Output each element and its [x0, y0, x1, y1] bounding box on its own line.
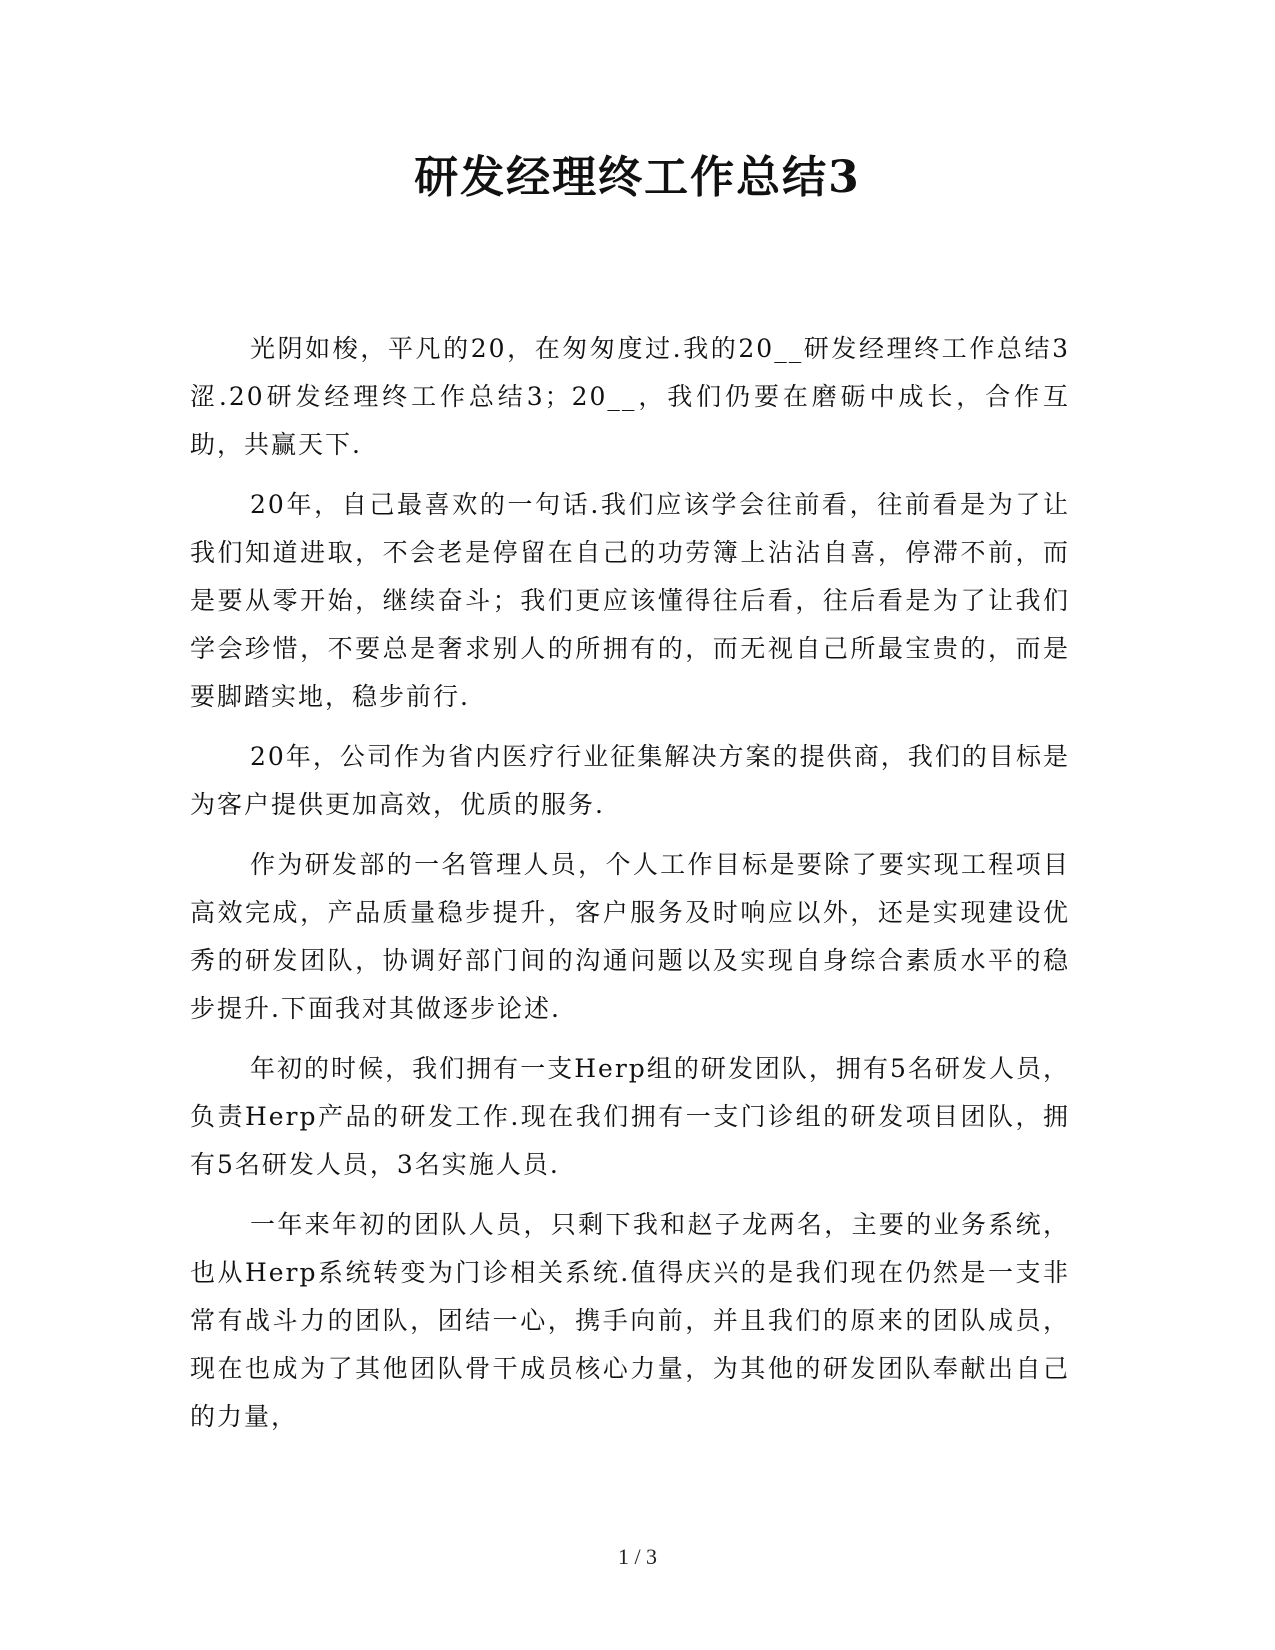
paragraph: 20年，自己最喜欢的一句话.我们应该学会往前看，往前看是为了让我们知道进取，不会老是停留在自己的功劳簿上沾沾自喜，停滞不前，而是要从零开始，继续奋斗；我们更应该懂得往后看，往后看是为了让我们学会珍惜，不要总是奢求别人的所拥有的，而无视自己所最宝贵的，而是要脚踏实地，稳步前行.: [190, 490, 1070, 711]
page-number: 1 / 3: [617, 1544, 658, 1569]
paragraph: 20年，公司作为省内医疗行业征集解决方案的提供商，我们的目标是为客户提供更加高效，优质的服务.: [190, 742, 1070, 819]
paragraph: 年初的时候，我们拥有一支Herp组的研发团队，拥有5名研发人员，负责Herp产品的研发工作.现在我们拥有一支门诊组的研发项目团队，拥有5名研发人员，3名实施人员.: [190, 1054, 1070, 1179]
paragraph: 作为研发部的一名管理人员，个人工作目标是要除了要实现工程项目高效完成，产品质量稳步提升，客户服务及时响应以外，还是实现建设优秀的研发团队，协调好部门间的沟通问题以及实现自身综合素质水平的稳步提升.下面我对其做逐步论述.: [190, 850, 1070, 1023]
paragraph: 一年来年初的团队人员，只剩下我和赵子龙两名，主要的业务系统，也从Herp系统转变为门诊相关系统.值得庆兴的是我们现在仍然是一支非常有战斗力的团队，团结一心，携手向前，并且我们的原来的团队成员，现在也成为了其他团队骨干成员核心力量，为其他的研发团队奉献出自己的力量，: [190, 1210, 1070, 1431]
document-title: 研发经理终工作总结3: [414, 152, 861, 203]
paragraph: 光阴如梭，平凡的20，在匆匆度过.我的20__研发经理终工作总结3涩.20研发经理终工作总结3；20__，我们仍要在磨砺中成长，合作互助，共赢天下.: [190, 334, 1070, 459]
document-body: [190, 325, 1070, 1453]
